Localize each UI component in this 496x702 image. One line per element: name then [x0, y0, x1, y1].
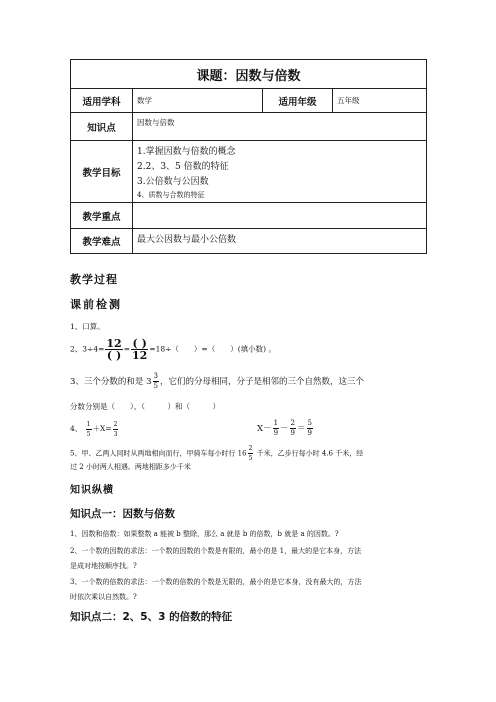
- q5-text-b: 千米，乙步行每小时 4.6 千米，经: [254, 449, 364, 458]
- q3-prefix: 3、三个分数的和是 3: [70, 377, 152, 387]
- q2-equals: =: [123, 344, 130, 354]
- fraction-denominator: 5: [153, 382, 158, 390]
- question-5: [70, 444, 363, 463]
- fraction-numerator: 1: [86, 420, 91, 428]
- key-value: [133, 203, 427, 229]
- fraction-denominator: 9: [290, 429, 296, 437]
- subject-label: 适用学科: [71, 89, 133, 113]
- q5-text-a: 5、甲、乙两人同时从两地相向而行，甲骑车每小时行 16: [70, 449, 247, 458]
- q5-fraction: [248, 444, 254, 463]
- goal-item: 1.掌握因数与倍数的概念: [137, 147, 236, 157]
- q4-fraction-e: [307, 419, 313, 438]
- grade-value: 五年级: [333, 89, 427, 113]
- kp1-item: 时依次乘以自然数。?: [70, 593, 137, 601]
- knowledge-label: 知识点: [71, 113, 133, 141]
- question-3-line-2: 分数分别是（ ）、（ ）和（ ）: [70, 402, 220, 411]
- q3-suffix: ，它们的分母相同，分子是相邻的三个自然数，这三个: [160, 377, 365, 387]
- kp1-item: 是成对地按顺序找。?: [70, 562, 137, 570]
- q4-fraction-d: [290, 419, 296, 438]
- difficult-label: 教学难点: [71, 229, 133, 254]
- q4-equals: ＝: [297, 424, 306, 434]
- q2-fraction-2: [131, 338, 148, 361]
- fraction-numerator: 5: [307, 419, 312, 427]
- lesson-title: 课题：因数与倍数: [71, 60, 427, 89]
- q2-fraction-1: [105, 338, 122, 361]
- fraction-numerator: 2: [113, 420, 118, 428]
- kp1-item: 1、因数和倍数：如果整数 a 能被 b 整除，那么 a 就是 b 的倍数，b 就是 a 的因数。?: [70, 530, 339, 538]
- fraction-denominator: 9: [307, 429, 312, 437]
- q3-fraction: [153, 372, 159, 391]
- kp1-item: 2、一个数的因数的求法：一个数的因数的个数是有限的，最小的是 1，最大的是它本身，方法: [70, 547, 362, 555]
- fraction-numerator: 2: [248, 445, 253, 452]
- kp1-item: 3、一个数的倍数的求法：一个数的倍数的个数是无限的，最小的是它本身，没有最大的，方法: [70, 578, 362, 586]
- q4-fraction-a: [86, 420, 92, 439]
- fraction-numerator: 12: [106, 337, 122, 350]
- goals-list: [133, 141, 427, 203]
- fraction-denominator: 5: [248, 455, 253, 462]
- fraction-numerator: 2: [290, 419, 296, 427]
- q4-minus: －: [280, 424, 289, 434]
- fraction-denominator: 5: [86, 430, 91, 438]
- overview-title: 知识纵横: [70, 485, 114, 496]
- q2-prefix: 2、3÷4=: [70, 344, 105, 354]
- goal-item: 4、质数与合数的特征: [137, 191, 205, 199]
- kp2-title: 知识点二：2、5、3 的倍数的特征: [70, 611, 233, 623]
- key-label: 教学重点: [71, 203, 133, 229]
- subject-value: 数学: [133, 89, 263, 113]
- q4-prefix: 4、: [70, 424, 83, 433]
- question-2: [70, 338, 276, 361]
- goal-item: 3.公倍数与公因数: [137, 177, 209, 187]
- q4-equation-2: [257, 419, 314, 439]
- fraction-numerator: 1: [273, 419, 279, 427]
- question-3: [70, 372, 364, 392]
- precheck-title: 课前检测: [70, 298, 122, 311]
- fraction-denominator: ( ): [106, 349, 122, 362]
- q4-fraction-b: [113, 420, 119, 439]
- fraction-numerator: ( ): [132, 337, 147, 350]
- fraction-denominator: 9: [273, 429, 279, 437]
- grade-label: 适用年级: [263, 89, 333, 113]
- q4-fraction-c: [273, 419, 279, 438]
- process-title: 教学过程: [70, 273, 118, 286]
- fraction-denominator: 3: [113, 430, 118, 438]
- fraction-denominator: 12: [132, 349, 148, 362]
- q4-plus-x: ＋X=: [92, 424, 112, 433]
- goals-label: 教学目标: [71, 141, 133, 203]
- kp1-title: 知识点一：因数与倍数: [70, 508, 175, 520]
- question-4: [70, 419, 430, 439]
- lesson-info-table: [70, 59, 427, 254]
- question-1: 1、口算。: [70, 322, 105, 331]
- knowledge-value: 因数与倍数: [133, 113, 427, 141]
- goal-item: 2.2、3、5 倍数的特征: [137, 162, 229, 172]
- q2-suffix: =18÷（ ）=（ ）(填小数) 。: [149, 344, 276, 354]
- question-5-line-2: 过 2 小时两人相遇。两地相距多少千米: [70, 463, 191, 471]
- fraction-numerator: 3: [153, 372, 158, 380]
- difficult-value: 最大公因数与最小公倍数: [133, 229, 427, 254]
- q4-x-minus: X－: [257, 424, 272, 434]
